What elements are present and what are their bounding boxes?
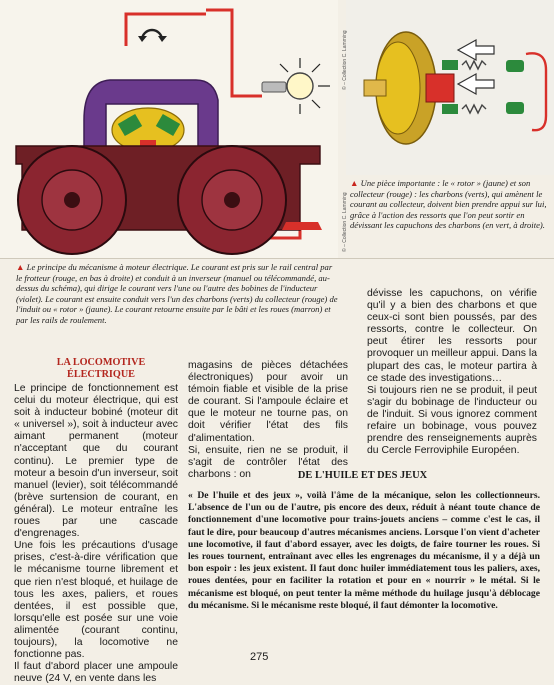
section-title-locomotive: LA LOCOMOTIVE ÉLECTRIQUE (56, 357, 146, 380)
paragraph: Si toujours rien ne se produit, il peut s'agir du bobinage de l'inducteur ou de l'induit. Si vous ignorez comment refaire un bobinage, vous pouvez prendre des renseignements auprès du Cercle Ferroviphile Européen. (367, 384, 537, 457)
column-3 (367, 288, 537, 457)
rotor-photo-svg (346, 0, 554, 175)
caption-principe-text: Le principe du mécanisme à moteur électrique. Le courant est pris sur le rail central par le frotteur (rouge, en bas à droite) et conduit à un inverseur (manuel ou télécommandé, au-dessus du schéma), qui dirige le courant vers l'une ou l'autre des bobines de l'inducteur (violet). Le courant est ensuite conduit vers l'un des charbons (verts) du collecteur (rouge) de l'induit ou « rotor » (jaune). Le courant retourne ensuite par le bâti et les roues (marron) et par les rails de roulement. (16, 262, 338, 325)
caption-marker-icon: ▲ (350, 178, 359, 188)
rotor-photo (346, 0, 554, 175)
paragraph: dévisse les capuchons, on vérifie qu'il y a bien des charbons et que ceux-ci sont bien poussés, par des ressorts, contre le collecteur. On peut étirer les ressorts pour provoquer un meilleur appui. Dans la plupart des cas, le moteur partira à ce stade des investigations… (367, 288, 537, 384)
paragraph: Si, ensuite, rien ne se produit, il s'agit de contrôler l'état des charbons : on (188, 444, 348, 480)
wheel-right (178, 146, 286, 254)
section-title-huile: DE L'HUILE ET DES JEUX (297, 470, 428, 481)
paragraph: Il faut d'abord placer une ampoule neuve (24 V, en vente dans les (14, 661, 178, 685)
paragraph: Le principe de fonctionnement est celui du moteur électrique, qui est soit à inducteur bobiné (moteur dit « universel »), soit à inducteur avec aimant permanent (moteur n'acceptant que du courant continu). Le premier type de moteur a besoin d'un inverseur, soit manuel (levier), soit télécommandé (brève surtension de courant, en général). Le moteur entraîne les roues par une cascade d'engrenages. (14, 383, 178, 540)
wheel-left (18, 146, 126, 254)
frotteur (282, 222, 322, 230)
caption-rotor-text: Une pièce importante : le « rotor » (jaune) et son collecteur (rouge) : les charbons (verts), qui amènent le courant au collecteur, doivent bien prendre appui sur lui, grâce à l'action des ressorts que l'on peut sortir en dévissant les capuchons des charbons (en vert, à droite). (350, 178, 547, 231)
motor-diagram-svg (0, 0, 338, 258)
column-2 (188, 360, 348, 481)
huile-paragraph: « De l'huile et des jeux », voilà l'âme de la mécanique, selon les collectionneurs. L'absence de l'un ou de l'autre, pis encore des deux, réduit à néant toute chance de fonctionnement d'une locomotive pour trains-jouets anciens – comme c'est le cas, il faut le dire, pour beaucoup d'autres mécanismes anciens. Lorsque l'on vient d'acheter une locomotive, il faut d'abord essayer, avec les doigts, de faire tourner les roues. Si les roues tournent, entraînant avec elles les engrenages du mécanisme, il y a déjà un bon espoir : les jeux existent. Il faut donc huiler immédiatement tous les paliers, axes, roues dentées, pour en faciliter la rotation et pour en « nourrir » le métal. Si le mécanisme est bloqué, on peut tenter la même méthode du huilage jusqu'à déblocage du mécanisme. Si le mécanisme reste bloqué, il faut démonter la locomotive. (188, 490, 540, 611)
photo-credit-main: © – Collection C. Lamming (342, 192, 348, 252)
figure-divider (0, 258, 554, 259)
page-number: 275 (250, 651, 269, 663)
motor-diagram (0, 0, 338, 258)
caption-rotor (350, 178, 548, 231)
paragraph: Une fois les précautions d'usage prises, c'est-à-dire vérification que le mécanisme tourne librement et que rien n'est bloqué, et huilage de tous les axes, paliers, et roues dentées, il est possible que, lorsqu'elle est posée sur une voie alimentée (courant continu, toujours), la locomotive ne fonctionne pas. (14, 540, 178, 661)
column-1 (14, 383, 178, 685)
photo-credit-side: © – Collection C. Lamming (342, 30, 348, 90)
caption-marker-icon: ▲ (16, 262, 25, 272)
paragraph: magasins de pièces détachées électroniques) pour avoir un témoin fiable et visible de la prise de courant. Si l'ampoule éclaire et que le moteur ne tourne pas, on doit vérifier l'état des fils d'alimentation. (188, 360, 348, 444)
caption-principe (16, 262, 338, 326)
